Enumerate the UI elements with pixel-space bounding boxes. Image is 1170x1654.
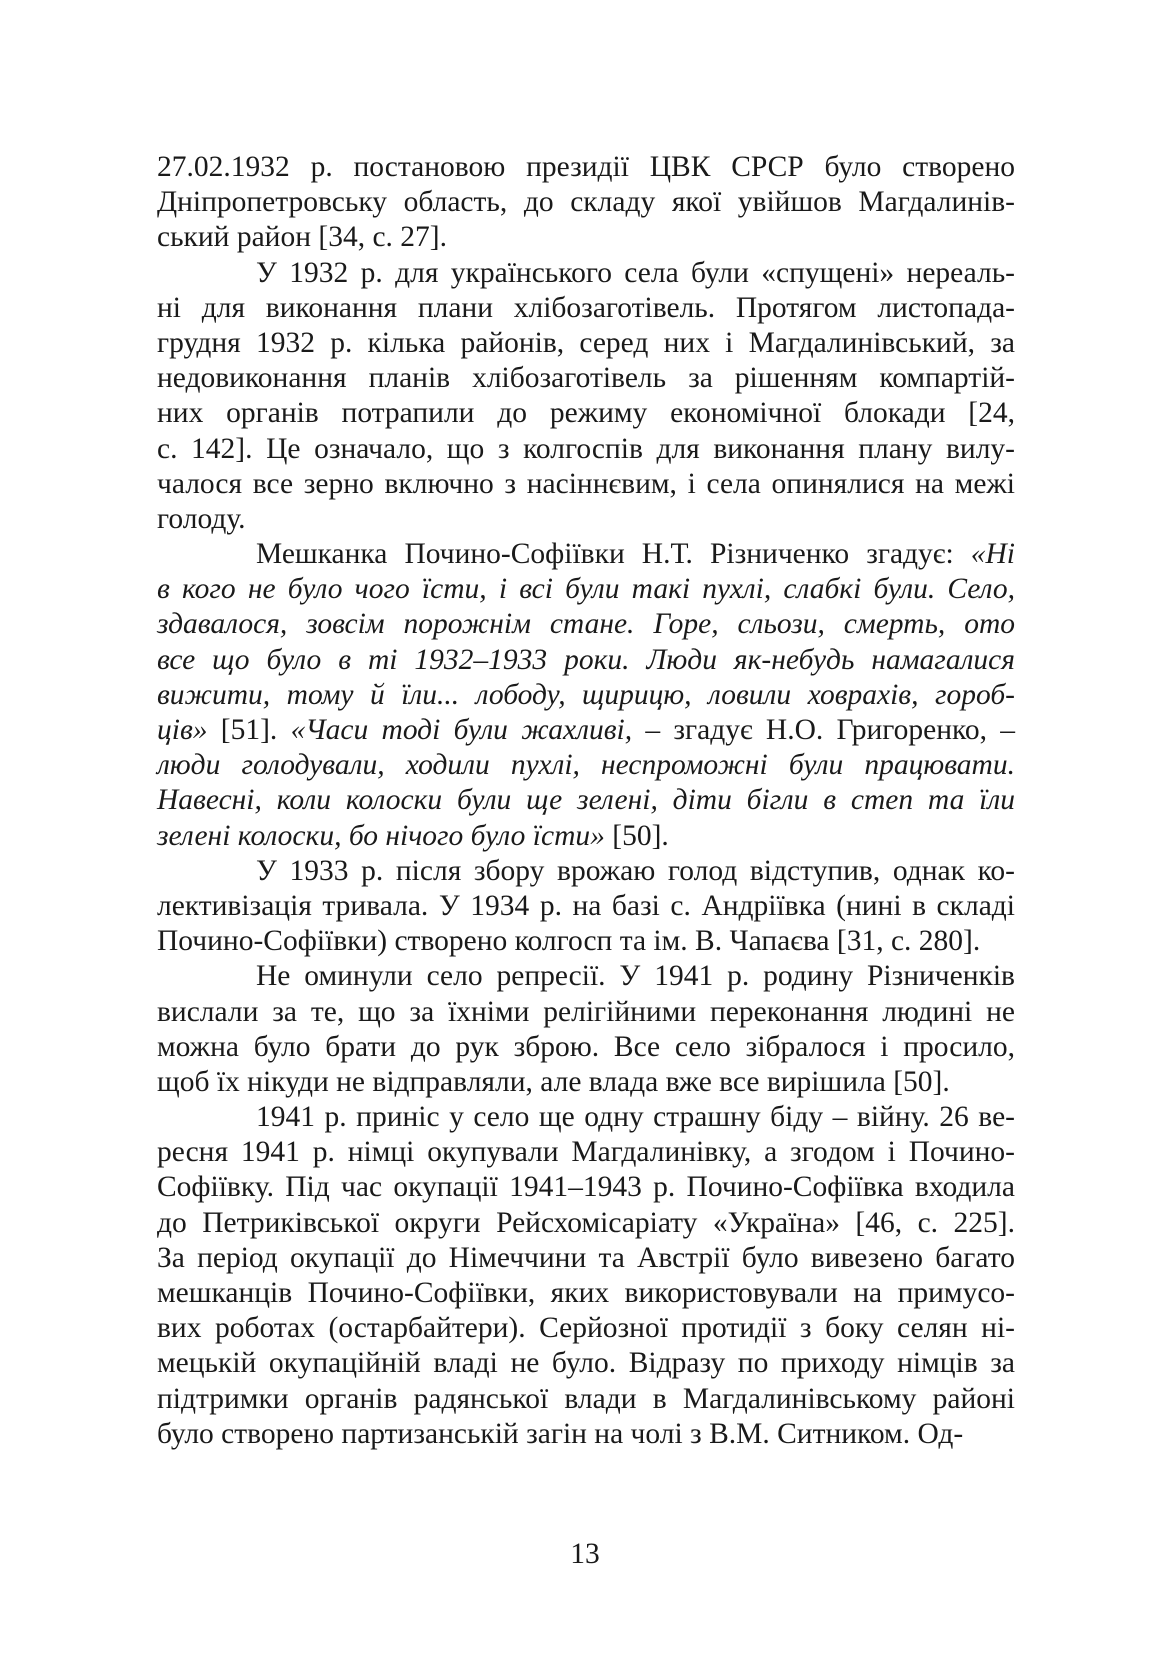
text-line [157,150,1015,185]
text-line [157,924,1015,959]
paragraph [157,1100,1015,1452]
quote-text: здавалося, зовсім порожнім стане. Горе, сльози, смерть, ото [157,608,1015,641]
text-line [157,467,1015,502]
body-text: вислали за те, що за їхніми релігійними переконання людині не [157,995,1015,1028]
text-line [157,1100,1015,1135]
text-line [157,1170,1015,1205]
paragraph [157,537,1015,854]
text-line [157,643,1015,678]
body-text: Мешканка Почино-Софіївки Н.Т. Різниченко згадує: [256,538,971,571]
text-line [157,1276,1015,1311]
quote-text: вижити, тому й їли... лободу, щирицю, ловили ховрахів, гороб- [157,678,1015,711]
body-text: чалося все зерно включно з насіннєвим, і села опинялися на межі [157,467,1015,500]
body-text: У 1933 р. після збору врожаю голод відступив, однак ко- [256,854,1015,887]
text-line [157,1417,1015,1452]
text-line [157,1065,1015,1100]
paragraph [157,150,1015,256]
text-line [157,995,1015,1030]
text-line [157,185,1015,220]
body-text: У 1932 р. для українського села були «спущені» нереаль- [256,256,1015,289]
body-text: мецькій окупаційній владі не було. Відразу по приходу німців за [157,1347,1015,1380]
quote-text: «Ні [970,538,1015,571]
body-text: підтримки органів радянської влади в Магдалинівському районі [157,1382,1015,1415]
text-line [157,1135,1015,1170]
body-text: них органів потрапили до режиму економічної блокади [24, [157,397,1015,430]
text-line [157,291,1015,326]
body-text: [50]. [604,819,669,852]
text-line [157,396,1015,431]
body-text: голоду. [157,502,246,535]
body-text: [51]. [207,714,291,746]
text-line [157,819,1015,854]
text-line [157,1311,1015,1346]
body-text: вих роботах (остарбайтери). Серйозної протидії з боку селян ні- [157,1312,1015,1345]
paragraph [157,854,1015,960]
text-line [157,748,1015,783]
paragraph [157,256,1015,538]
quote-text: ців» [157,714,208,746]
text-line [157,572,1015,607]
text-line [157,854,1015,889]
text-line [157,256,1015,291]
text-line [157,1382,1015,1417]
text-line [157,889,1015,924]
text-line [157,1030,1015,1065]
quote-text: «Часи тоді були жахливі, [290,714,633,746]
quote-text: зелені колоски, бо нічого було їсти» [157,819,605,852]
text-line [157,783,1015,818]
body-text: За період окупації до Німеччини та Австрії було вивезено багато [157,1241,1015,1274]
text-line [157,502,1015,537]
quote-text: Навесні, коли колоски були ще зелені, діти бігли в степ та їли [157,784,1015,817]
body-text: до Петриківської округи Рейсхомісаріату «Україна» [46, с. 225]. [157,1206,1015,1239]
quote-text: в кого не було чого їсти, і всі були такі пухлі, слабкі були. Село, [157,573,1015,606]
body-text: грудня 1932 р. кілька районів, серед них і Магдалинівський, за [157,326,1015,359]
body-text: мешканців Почино-Софіївки, яких використовували на примусо- [157,1277,1015,1309]
body-text: 27.02.1932 р. постановою президії ЦВК СРСР було створено [157,151,1015,183]
quote-text: все що було в ті 1932–1933 роки. Люди як-небудь намагалися [157,643,1015,676]
body-text: 1941 р. приніс у село ще одну страшну біду – війну. 26 ве- [256,1101,1015,1134]
text-line [157,713,1015,748]
body-text: с. 142]. Це означало, що з колгоспів для виконання плану вилу- [157,432,1015,465]
text-line [157,1241,1015,1276]
text-line [157,361,1015,396]
paragraph [157,959,1015,1100]
body-text: лективізація тривала. У 1934 р. на базі с. Андріївка (нині в складі [157,889,1015,922]
text-line [157,1346,1015,1381]
text-line [157,1206,1015,1241]
body-text: Дніпропетровську область, до складу якої увійшов Магдалинів- [157,186,1015,219]
body-text: ресня 1941 р. німці окупували Магдалинівку, а згодом і Почино- [157,1136,1015,1169]
page-number: 13 [570,1538,600,1570]
body-text: недовиконання планів хлібозаготівель за рішенням компартій- [157,362,1015,395]
body-text: Не оминули село репресії. У 1941 р. родину Різниченків [256,960,1015,993]
text-line [157,607,1015,642]
body-text: ні для виконання плани хлібозаготівель. Протягом листопада- [157,291,1015,324]
body-text: щоб їх нікуди не відправляли, але влада вже все вирішила [50]. [157,1065,950,1098]
quote-text: люди голодували, ходили пухлі, неспроможні були працювати. [157,749,1015,782]
text-line [157,959,1015,994]
text-line [157,537,1015,572]
body-text: можна було брати до рук зброю. Все село зібралося і просило, [157,1030,1015,1063]
body-text: Почино-Софіївки) створено колгосп та ім. В. Чапаєва [31, с. 280]. [157,925,981,958]
body-text: було створено партизанській загін на чолі з В.М. Ситником. Од- [157,1417,964,1450]
body-text: Софіївку. Під час окупації 1941–1943 р. Почино-Софіївка входила [157,1171,1015,1204]
text-line [157,326,1015,361]
page-text [157,150,1015,1452]
text-line [157,678,1015,713]
text-line [157,220,1015,255]
body-text: – згадує Н.О. Григоренко, – [632,714,1015,746]
body-text: ський район [34, с. 27]. [157,221,447,254]
text-line [157,432,1015,467]
